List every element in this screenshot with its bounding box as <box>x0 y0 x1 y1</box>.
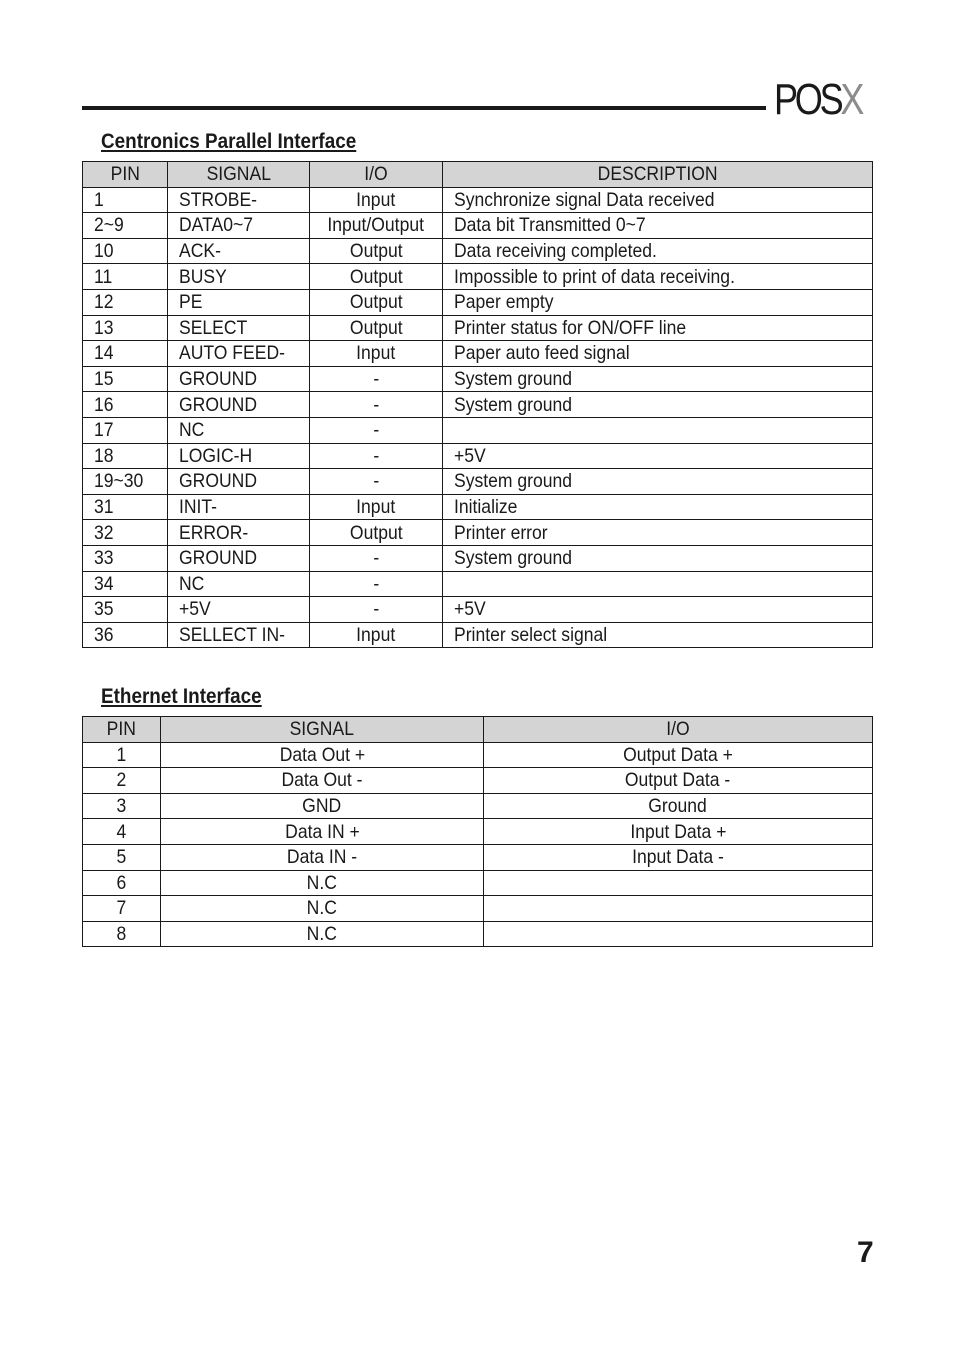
io-cell: Output <box>310 289 443 315</box>
table-row <box>83 213 873 239</box>
io-cell: Output Data - <box>484 768 873 794</box>
table-row <box>83 793 873 819</box>
signal-cell: Data Out - <box>161 768 484 794</box>
ethernet-section-title: Ethernet Interface <box>101 685 262 708</box>
description-cell: Data bit Transmitted 0~7 <box>443 213 873 239</box>
signal-cell: Data IN + <box>161 819 484 845</box>
pin-cell: 13 <box>83 315 168 341</box>
io-cell: Output <box>310 315 443 341</box>
pin-cell: 18 <box>83 443 168 469</box>
signal-cell: SELLECT IN- <box>168 622 310 648</box>
description-cell: System ground <box>443 392 873 418</box>
pin-cell: 5 <box>83 844 161 870</box>
table-row <box>83 742 873 768</box>
pin-cell: 32 <box>83 520 168 546</box>
signal-cell: GROUND <box>168 469 310 495</box>
column-header-signal: SIGNAL <box>168 162 310 188</box>
signal-cell: BUSY <box>168 264 310 290</box>
pin-cell: 17 <box>83 417 168 443</box>
column-header-description: DESCRIPTION <box>443 162 873 188</box>
io-cell: Output <box>310 520 443 546</box>
signal-cell: STROBE- <box>168 187 310 213</box>
signal-cell: NC <box>168 417 310 443</box>
description-cell: Paper empty <box>443 289 873 315</box>
pin-cell: 16 <box>83 392 168 418</box>
table-row <box>83 520 873 546</box>
pin-cell: 3 <box>83 793 161 819</box>
signal-cell: PE <box>168 289 310 315</box>
pin-cell: 4 <box>83 819 161 845</box>
description-cell: System ground <box>443 469 873 495</box>
column-header-io: I/O <box>484 717 873 743</box>
header-rule <box>82 106 766 110</box>
table-row <box>83 366 873 392</box>
pin-cell: 35 <box>83 597 168 623</box>
io-cell: Input Data + <box>484 819 873 845</box>
io-cell: Input <box>310 187 443 213</box>
table-row <box>83 315 873 341</box>
signal-cell: GROUND <box>168 366 310 392</box>
description-cell <box>443 571 873 597</box>
table-header-row <box>83 162 873 188</box>
parallel-interface-table <box>82 161 873 648</box>
table-row <box>83 469 873 495</box>
signal-cell: GND <box>161 793 484 819</box>
pin-cell: 6 <box>83 870 161 896</box>
signal-cell: LOGIC-H <box>168 443 310 469</box>
table-row <box>83 545 873 571</box>
io-cell: Ground <box>484 793 873 819</box>
description-cell: Impossible to print of data receiving. <box>443 264 873 290</box>
description-cell: System ground <box>443 545 873 571</box>
pin-cell: 12 <box>83 289 168 315</box>
io-cell <box>484 921 873 947</box>
table-row <box>83 896 873 922</box>
pin-cell: 15 <box>83 366 168 392</box>
io-cell <box>484 896 873 922</box>
signal-cell: ACK- <box>168 238 310 264</box>
signal-cell: ERROR- <box>168 520 310 546</box>
signal-cell: GROUND <box>168 392 310 418</box>
table-row <box>83 264 873 290</box>
table-header-row <box>83 717 873 743</box>
pin-cell: 2~9 <box>83 213 168 239</box>
table-row <box>83 443 873 469</box>
table-row <box>83 768 873 794</box>
description-cell: Printer status for ON/OFF line <box>443 315 873 341</box>
table-row <box>83 597 873 623</box>
io-cell: Input <box>310 622 443 648</box>
pin-cell: 2 <box>83 768 161 794</box>
io-cell: - <box>310 545 443 571</box>
io-cell: - <box>310 417 443 443</box>
signal-cell: N.C <box>161 921 484 947</box>
table-row <box>83 571 873 597</box>
column-header-pin: PIN <box>83 162 168 188</box>
table-row <box>83 417 873 443</box>
io-cell: - <box>310 392 443 418</box>
table-row <box>83 870 873 896</box>
table-row <box>83 289 873 315</box>
ethernet-interface-table <box>82 716 873 947</box>
signal-cell: GROUND <box>168 545 310 571</box>
io-cell: - <box>310 597 443 623</box>
signal-cell: NC <box>168 571 310 597</box>
io-cell: - <box>310 366 443 392</box>
pin-cell: 19~30 <box>83 469 168 495</box>
signal-cell: INIT- <box>168 494 310 520</box>
page-number: 7 <box>857 1236 874 1269</box>
table-row <box>83 341 873 367</box>
table-row <box>83 187 873 213</box>
io-cell: Output Data + <box>484 742 873 768</box>
signal-cell: AUTO FEED- <box>168 341 310 367</box>
signal-cell: SELECT <box>168 315 310 341</box>
description-cell: +5V <box>443 597 873 623</box>
pin-cell: 34 <box>83 571 168 597</box>
description-cell: System ground <box>443 366 873 392</box>
io-cell: Input/Output <box>310 213 443 239</box>
table-row <box>83 392 873 418</box>
pin-cell: 10 <box>83 238 168 264</box>
io-cell <box>484 870 873 896</box>
signal-cell: Data IN - <box>161 844 484 870</box>
posx-logo <box>774 76 874 124</box>
table-row <box>83 819 873 845</box>
description-cell: +5V <box>443 443 873 469</box>
signal-cell: Data Out + <box>161 742 484 768</box>
pin-cell: 1 <box>83 187 168 213</box>
io-cell: Input Data - <box>484 844 873 870</box>
signal-cell: N.C <box>161 870 484 896</box>
io-cell: - <box>310 571 443 597</box>
pin-cell: 1 <box>83 742 161 768</box>
pin-cell: 14 <box>83 341 168 367</box>
signal-cell: N.C <box>161 896 484 922</box>
description-cell: Printer error <box>443 520 873 546</box>
description-cell: Data receiving completed. <box>443 238 873 264</box>
table-row <box>83 921 873 947</box>
pin-cell: 31 <box>83 494 168 520</box>
logo-main-text: POS <box>774 75 841 124</box>
io-cell: - <box>310 469 443 495</box>
signal-cell: DATA0~7 <box>168 213 310 239</box>
table-row <box>83 494 873 520</box>
parallel-section-title: Centronics Parallel Interface <box>101 130 357 153</box>
table-row <box>83 844 873 870</box>
pin-cell: 7 <box>83 896 161 922</box>
pin-cell: 8 <box>83 921 161 947</box>
signal-cell: +5V <box>168 597 310 623</box>
table-row <box>83 622 873 648</box>
io-cell: Input <box>310 341 443 367</box>
pin-cell: 36 <box>83 622 168 648</box>
io-cell: Output <box>310 238 443 264</box>
pin-cell: 11 <box>83 264 168 290</box>
column-header-signal: SIGNAL <box>161 717 484 743</box>
table-row <box>83 238 873 264</box>
description-cell <box>443 417 873 443</box>
description-cell: Paper auto feed signal <box>443 341 873 367</box>
io-cell: Input <box>310 494 443 520</box>
io-cell: Output <box>310 264 443 290</box>
logo-x-text: X <box>840 75 862 124</box>
description-cell: Printer select signal <box>443 622 873 648</box>
io-cell: - <box>310 443 443 469</box>
column-header-pin: PIN <box>83 717 161 743</box>
description-cell: Initialize <box>443 494 873 520</box>
description-cell: Synchronize signal Data received <box>443 187 873 213</box>
pin-cell: 33 <box>83 545 168 571</box>
column-header-io: I/O <box>310 162 443 188</box>
